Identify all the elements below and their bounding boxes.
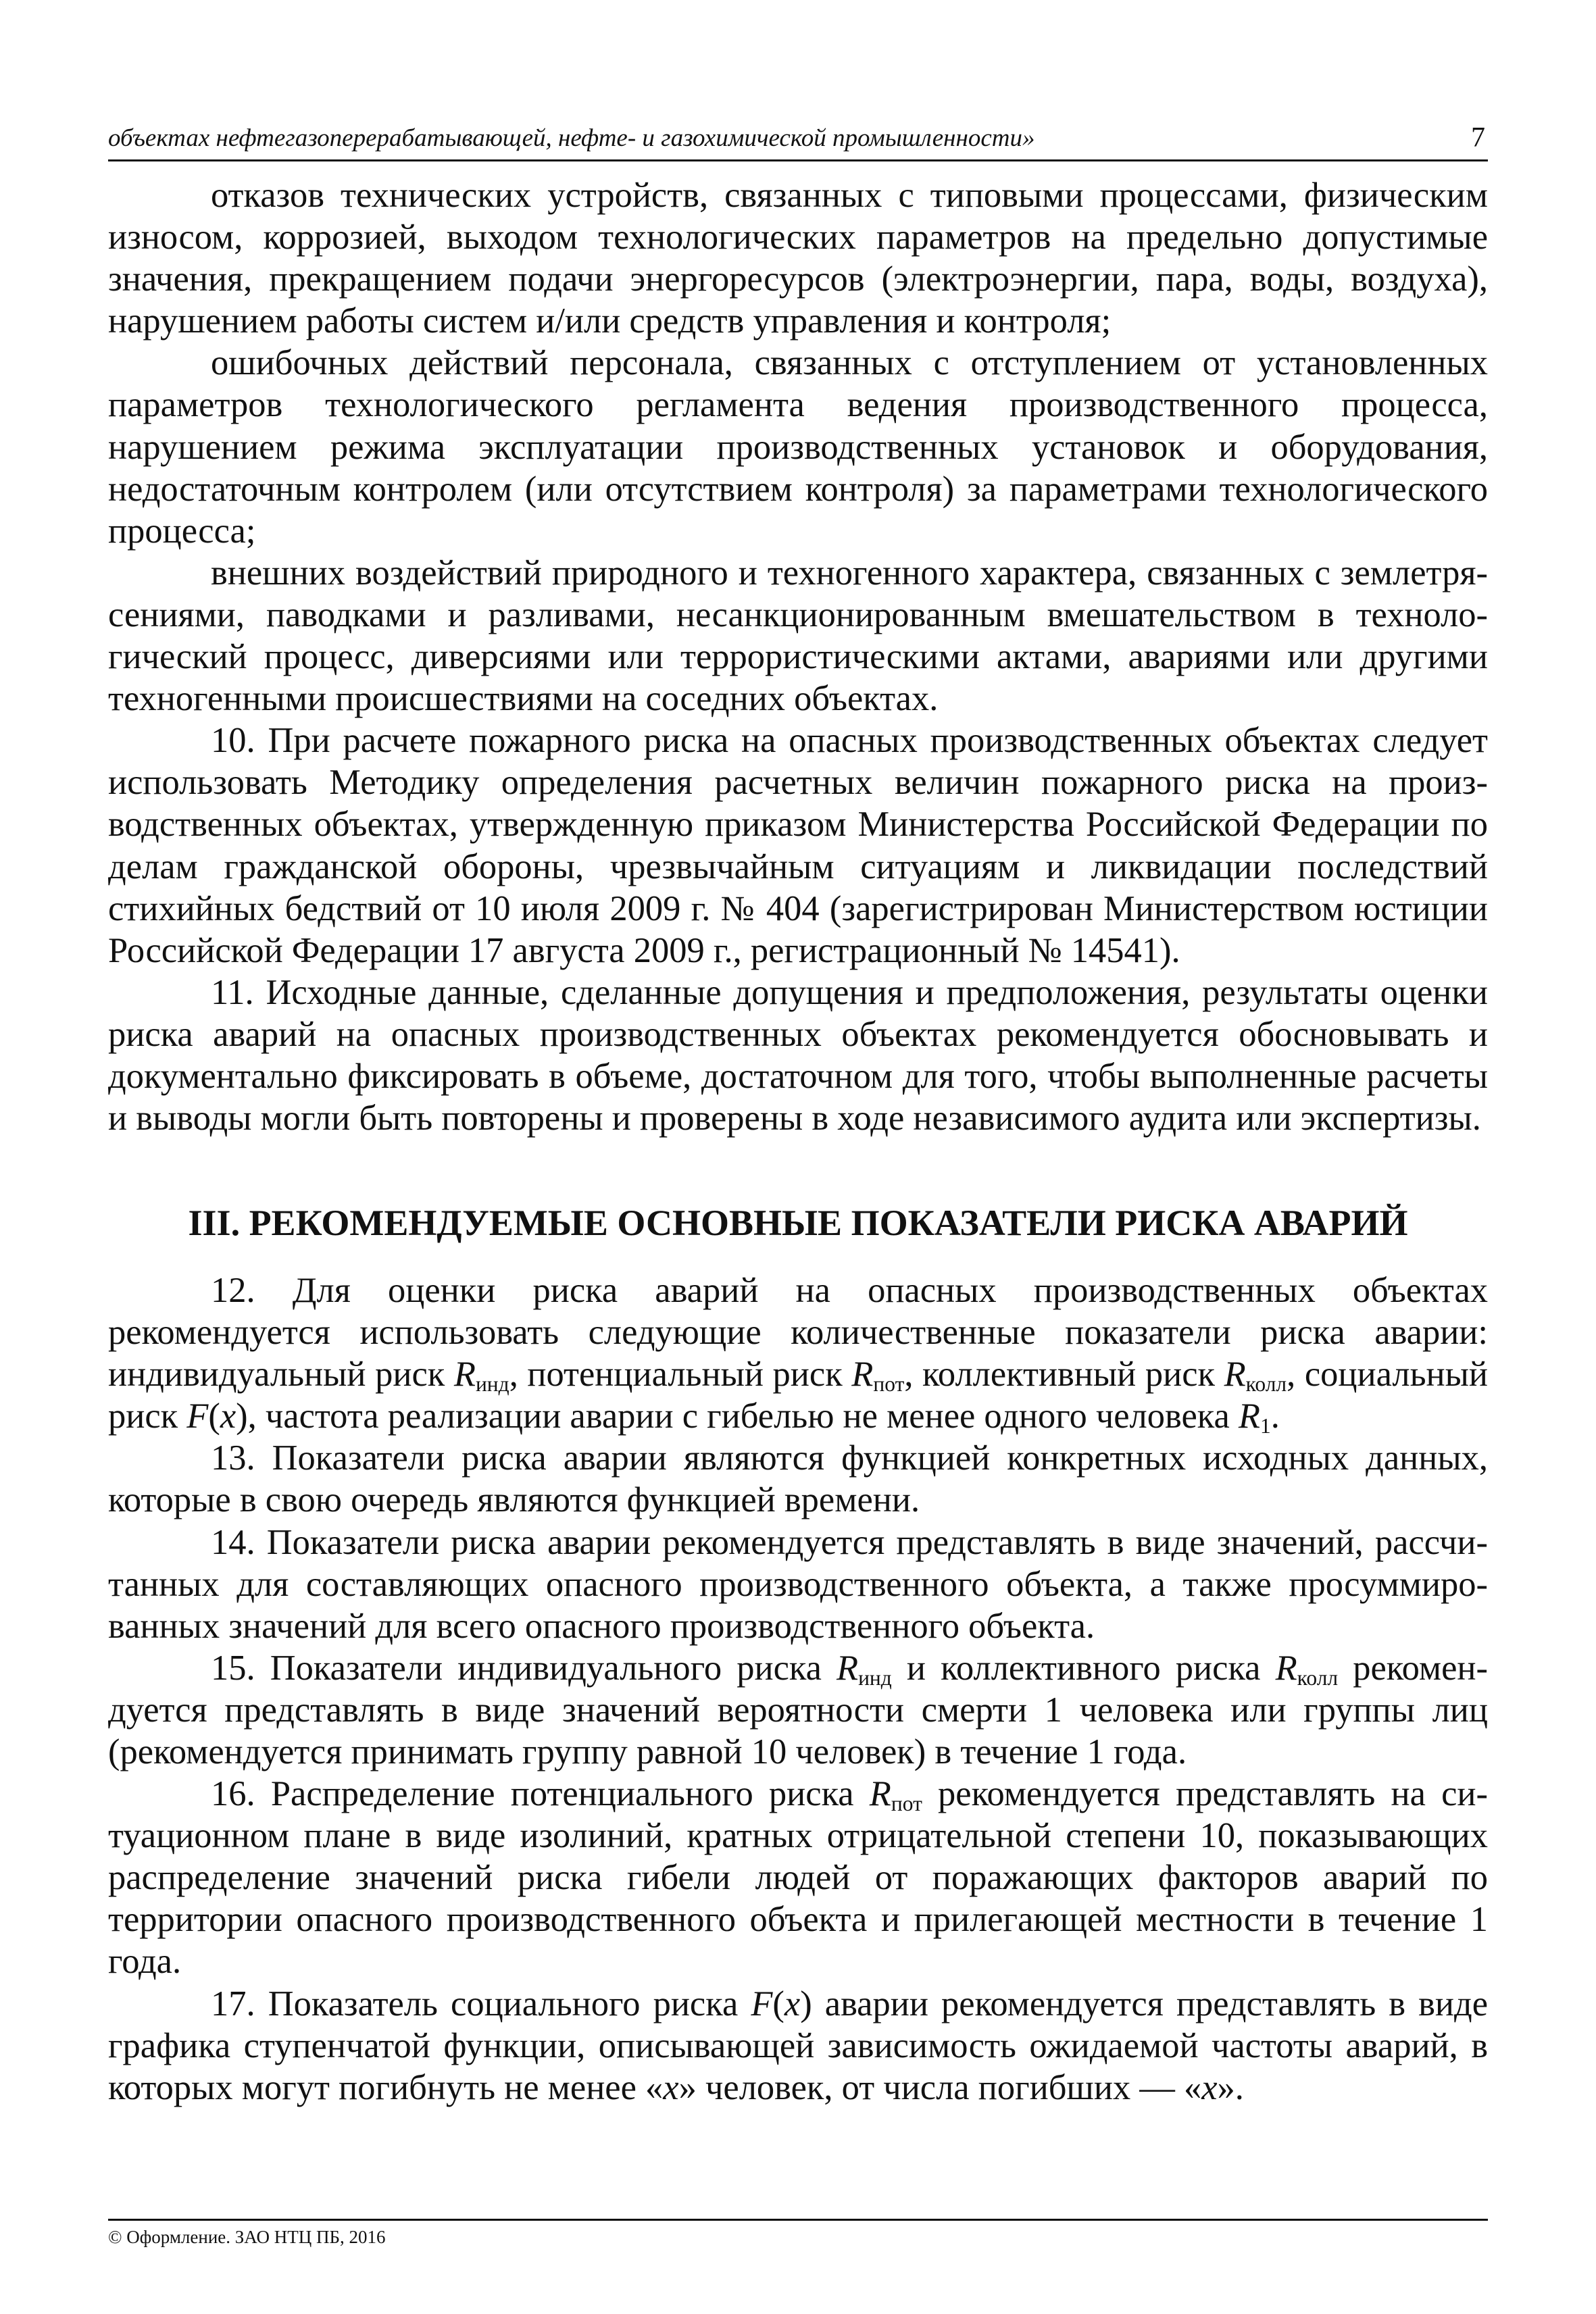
paragraph-equipment-failures: отказов технических устройств, связанных с типовыми процессами, физическим износом, коррозией, выходом технологических параметров на предельно допустимые значения, прекращением подачи энергоресурсов (электроэнергии, пара, воды, воздуха), нарушением работы систем и/или средств управления и контроля; [108,176,1488,341]
running-title: объектах нефтегазоперерабатывающей, нефте- и газохимической промышленности» [108,124,1035,152]
paragraph-14: 14. Показатели риска аварии рекомендуется представлять в виде значений, рассчитанных для составляющих опасного производственного объекта, а также просуммированных значений для всего опасного производственного объекта. [108,1522,1488,1646]
footer-rule [108,2219,1488,2221]
paragraph-external-impacts: внешних воздействий природного и техногенного характера, связанных с землетрясениями, паводками и разливами, несанкционированным вмешательством в технологический процесс, диверсиями или террористическими актами, авариями или другими техногенными происшествиями на соседних объектах. [108,553,1488,719]
paragraph-13: 13. Показатели риска аварии являются функцией конкретных исходных данных, которые в свою очередь являются функцией времени. [108,1438,1488,1520]
page-number: 7 [1471,122,1485,153]
paragraph-15: 15. Показатели индивидуального риска $R_{инд}$ и коллективного риска $R_{колл}$ рекомендуется представлять в виде значений вероятности смерти 1 человека или группы лиц (рекомендуется принимать группу равной 10 человек) в течение 1 года. [108,1648,1488,1771]
section-heading: III. РЕКОМЕНДУЕМЫЕ ОСНОВНЫЕ ПОКАЗАТЕЛИ РИСКА АВАРИЙ [188,1203,1408,1244]
paragraph-16: 16. Распределение потенциального риска $R_{пот}$ рекомендуется представлять на ситуационном плане в виде изолиний, кратных отрицательной степени 10, показывающих распределение значений риска гибели людей от поражающих факторов аварий по территории опасного производственного объекта и прилегающей местности в течение 1 года. [108,1774,1488,1982]
main-text [108,174,1488,2109]
paragraph-17: 17. Показатель социального риска F(x) аварии рекомендуется представлять в виде графика ступенчатой функции, описывающей зависимость ожидаемой частоты аварий, в которых могут погибнуть не менее «x» человек, от числа погибших — «x». [108,1984,1488,2107]
paragraph-10: 10. При расчете пожарного риска на опасных производственных объектах следует использовать Методику определения расчетных величин пожарного риска на производственных объектах, утвержденную приказом Министерства Российской Федерации по делам гражданской обороны, чрезвычайным ситуациям и ликвидации последствий стихийных бедствий от 10 июля 2009 г. № 404 (зарегистрирован Министерством юстиции Российской Федерации 17 августа 2009 г., регистрационный № 14541). [108,721,1488,970]
paragraph-12: 12. Для оценки риска аварий на опасных производственных объектах рекомендуется использовать следующие количественные показатели риска аварии: индивидуальный риск $R_{инд}$, потенциальный риск $R_{пот}$, коллективный риск $R_{колл}$, социальный риск F(x), частота реализации аварии с гибелью не менее одного человека $R_1$. [108,1270,1488,1438]
paragraph-11: 11. Исходные данные, сделанные допущения и предположения, результаты оценки риска аварий на опасных производственных объектах рекомендуется обосновывать и документально фиксировать в объеме, достаточном для того, чтобы выполненные расчеты и выводы могли быть повторены и проверены в ходе независимого аудита или экспертизы. [108,972,1488,1138]
paragraph-personnel-errors: ошибочных действий персонала, связанных с отступлением от установленных параметров технологического регламента ведения производственного процесса, нарушением режима эксплуатации производственных установок и оборудования, недостаточным контролем (или отсутствием контроля) за параметрами технологического процесса; [108,343,1488,551]
running-header [108,119,1488,161]
footer-copyright: © Оформление. ЗАО НТЦ ПБ, 2016 [108,2227,386,2247]
